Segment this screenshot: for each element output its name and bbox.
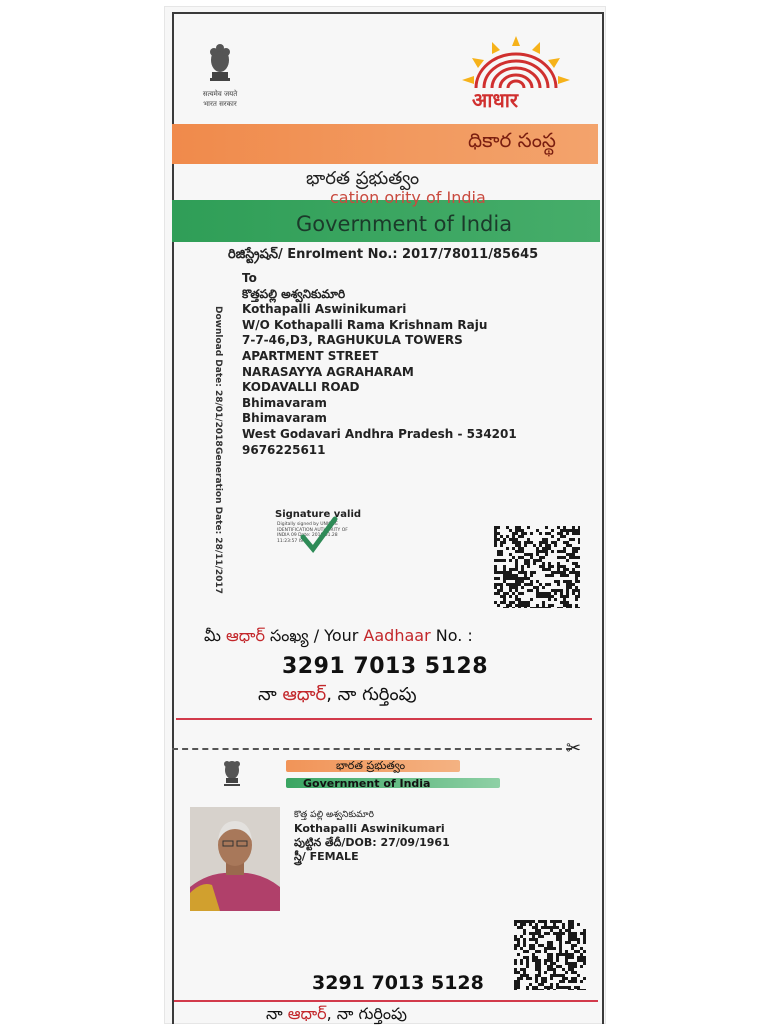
mini-gov-english: Government of India: [303, 777, 431, 790]
tagline-part-red: ఆధార్: [282, 684, 327, 705]
national-emblem-icon: [200, 38, 240, 92]
holder-gender: స్త్రీ/ FEMALE: [294, 850, 359, 863]
tagline-part: , నా గుర్తింపు: [326, 684, 417, 705]
tagline-part: నా: [266, 1004, 283, 1023]
address-line: కొత్తపల్లి అశ్వనికుమారి: [242, 286, 346, 301]
address-line: W/O Kothapalli Rama Krishnam Raju: [242, 317, 488, 332]
aadhaar-logo-text: आधार: [472, 88, 519, 112]
uidai-english-text: cation ority of India: [330, 188, 486, 207]
aadhaar-tagline: [258, 684, 417, 709]
check-icon: [299, 515, 339, 559]
gov-english-text: Government of India: [296, 212, 513, 236]
label-part: సంఖ్య / Your: [270, 626, 359, 645]
mini-gov-telugu: భారత ప్రభుత్వం: [336, 759, 406, 772]
label-part-red: Aadhaar: [363, 626, 431, 645]
aadhaar-number-bottom: 3291 7013 5128: [312, 972, 484, 994]
address-line: NARASAYYA AGRAHARAM: [242, 364, 414, 379]
emblem-caption-1: सत्यमेव जयते: [202, 90, 238, 98]
divider-line: [176, 718, 592, 720]
aadhaar-logo: [456, 36, 576, 118]
holder-name: Kothapalli Aswinikumari: [294, 822, 445, 835]
tagline-part: , నా గుర్తింపు: [326, 1004, 407, 1023]
scissors-icon: ✂: [566, 738, 582, 759]
address-line: Bhimavaram: [242, 395, 327, 410]
cut-line: [172, 748, 572, 750]
generation-date: Generation Date: 28/11/2017: [213, 447, 223, 594]
address-line: Kothapalli Aswinikumari: [242, 302, 407, 317]
address-line: To: [242, 271, 257, 285]
address-line: Bhimavaram: [242, 411, 327, 426]
label-part-red: ఆధార్: [226, 626, 265, 645]
address-line: KODAVALLI ROAD: [242, 380, 360, 395]
uidai-telugu-text: ధికార సంస్థ: [468, 128, 556, 152]
signature-details: Digitally signed by UNIQUE IDENTIFICATION AUTHORITY OF INDIA 09 Date: 2018.01.28 11:23:57 IST: [277, 522, 348, 544]
label-part: మీ: [204, 626, 221, 645]
holder-name-telugu: కొత్త పల్లి అశ్వనికుమారి: [294, 810, 374, 820]
label-part: No. :: [435, 626, 473, 645]
download-date: Download Date: 28/01/2018: [213, 306, 223, 447]
enrolment-label: రిజిస్ట్రేషన్/ Enrolment No.:: [228, 247, 398, 262]
enrolment-number: [228, 247, 538, 265]
divider-line: [174, 1000, 598, 1002]
address-line: 7-7-46,D3, RAGHUKULA TOWERS: [242, 333, 463, 348]
holder-details: [294, 808, 450, 864]
tagline-part: నా: [258, 684, 277, 705]
qr-code-icon: [514, 920, 586, 994]
address-line: APARTMENT STREET: [242, 348, 379, 363]
aadhaar-number: 3291 7013 5128: [282, 654, 489, 679]
your-aadhaar-no-label: [204, 626, 473, 649]
signature-status: Signature valid: [275, 509, 362, 520]
enrolment-value: 2017/78011/85645: [402, 247, 539, 262]
address-line: West Godavari Andhra Pradesh - 534201: [242, 426, 517, 441]
address-line: 9676225611: [242, 442, 326, 457]
gov-telugu-text: భారత ప్రభుత్వం: [306, 168, 420, 189]
tagline-part-red: ఆధార్: [287, 1004, 327, 1023]
holder-photo: [190, 807, 280, 911]
small-emblem-icon: [219, 756, 245, 796]
address-block: [242, 271, 517, 458]
holder-dob: పుట్టిన తేదీ/DOB: 27/09/1961: [294, 836, 450, 849]
emblem-caption-2: भारत सरकार: [203, 100, 237, 108]
qr-code-icon: [494, 526, 580, 612]
